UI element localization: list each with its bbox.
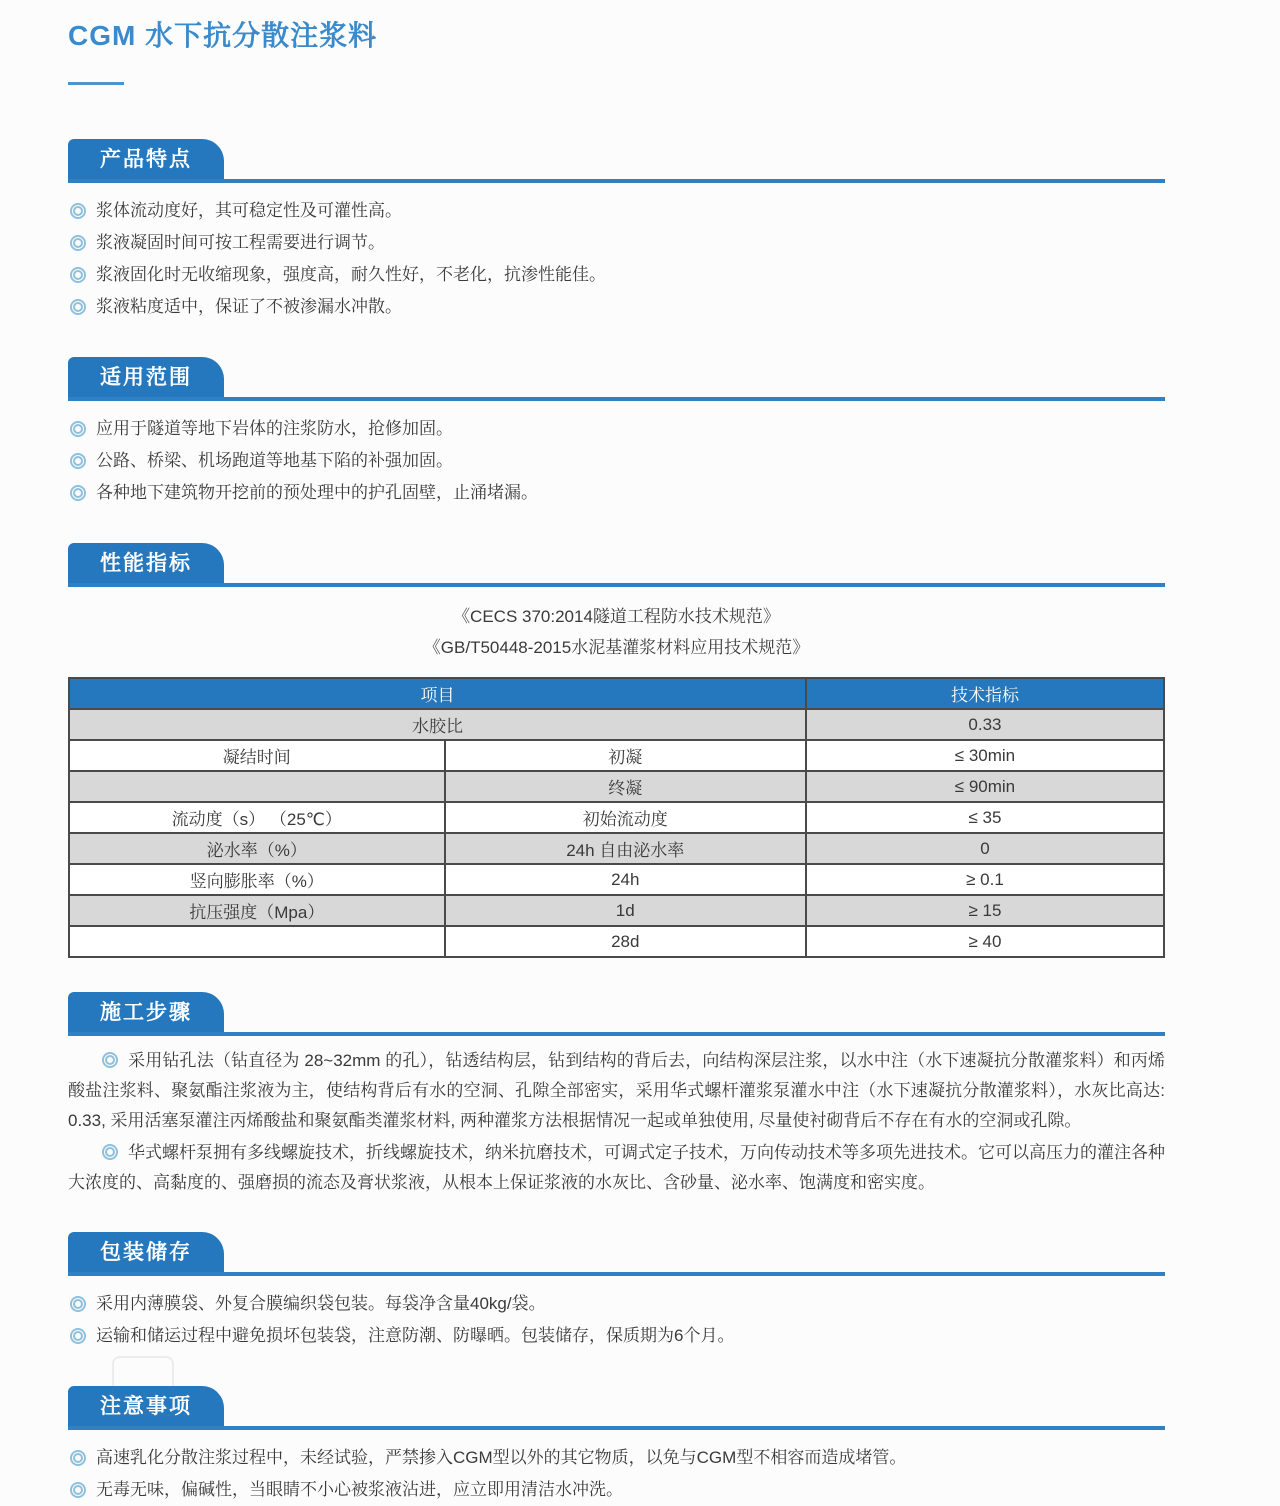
bullseye-bullet-icon xyxy=(70,421,86,437)
table-cell xyxy=(69,926,445,957)
list-item-text: 应用于隧道等地下岩体的注浆防水，抢修加固。 xyxy=(96,419,453,438)
table-cell: ≤ 90min xyxy=(806,771,1164,802)
table-cell: 水胶比 xyxy=(69,709,806,740)
section-header-packaging xyxy=(68,1232,1165,1276)
list-item-text: 运输和储运过程中避免损坏包装袋，注意防潮、防曝晒。包装储存，保质期为6个月。 xyxy=(96,1326,735,1345)
table-cell: ≤ 30min xyxy=(806,740,1164,771)
table-row xyxy=(69,740,1164,771)
title-underline xyxy=(68,82,124,85)
construction-paragraph xyxy=(68,1138,1165,1198)
list-item xyxy=(68,195,1165,227)
table-header-row xyxy=(69,678,1164,709)
section-tab-packaging: 包装储存 xyxy=(68,1232,224,1272)
standards-references xyxy=(68,601,1165,663)
section-tab-performance: 性能指标 xyxy=(68,543,224,583)
list-item xyxy=(68,1288,1165,1320)
bullseye-bullet-icon xyxy=(70,235,86,251)
table-cell: 初凝 xyxy=(445,740,806,771)
table-cell: 流动度（s） （25℃） xyxy=(69,802,445,833)
list-item-text: 浆体流动度好，其可稳定性及可灌性高。 xyxy=(96,201,402,220)
construction-steps xyxy=(68,1046,1165,1198)
table-cell: 初始流动度 xyxy=(445,802,806,833)
table-cell: ≥ 0.1 xyxy=(806,864,1164,895)
table-cell: 1d xyxy=(445,895,806,926)
list-item-text: 浆液粘度适中，保证了不被渗漏水冲散。 xyxy=(96,297,402,316)
table-header-item: 项目 xyxy=(69,678,806,709)
list-item xyxy=(68,413,1165,445)
table-cell: 凝结时间 xyxy=(69,740,445,771)
bullseye-bullet-icon xyxy=(102,1052,118,1068)
list-item xyxy=(68,259,1165,291)
section-header-features xyxy=(68,139,1165,183)
list-item xyxy=(68,477,1165,509)
list-item-text: 高速乳化分散注浆过程中，未经试验，严禁掺入CGM型以外的其它物质，以免与CGM型不相容而造成堵管。 xyxy=(96,1448,907,1467)
bullseye-bullet-icon xyxy=(70,485,86,501)
table-cell: ≥ 15 xyxy=(806,895,1164,926)
list-item-text: 采用内薄膜袋、外复合膜编织袋包装。每袋净含量40kg/袋。 xyxy=(96,1294,546,1313)
scope-list xyxy=(68,413,1165,509)
bullseye-bullet-icon xyxy=(70,1450,86,1466)
list-item xyxy=(68,1474,1165,1506)
table-cell xyxy=(69,771,445,802)
list-item xyxy=(68,1320,1165,1352)
paragraph-text: 华式螺杆泵拥有多线螺旋技术，折线螺旋技术，纳米抗磨技术，可调式定子技术，万向传动技术等多项先进技术。它可以高压力的灌注各种大浓度的、高黏度的、强磨损的流态及膏状浆液，从根本上保证浆液的水灰比、含砂量、泌水率、饱满度和密实度。 xyxy=(68,1143,1165,1192)
bullseye-bullet-icon xyxy=(70,453,86,469)
table-row xyxy=(69,895,1164,926)
bullseye-bullet-icon xyxy=(70,1482,86,1498)
standard-reference: 《GB/T50448-2015水泥基灌浆材料应用技术规范》 xyxy=(423,638,810,657)
section-header-notes xyxy=(68,1386,1165,1430)
table-cell: ≥ 40 xyxy=(806,926,1164,957)
table-row xyxy=(69,771,1164,802)
list-item xyxy=(68,227,1165,259)
bullseye-bullet-icon xyxy=(70,299,86,315)
table-cell: 0.33 xyxy=(806,709,1164,740)
table-cell: 24h 自由泌水率 xyxy=(445,833,806,864)
list-item-text: 各种地下建筑物开挖前的预处理中的护孔固壁，止涌堵漏。 xyxy=(96,483,538,502)
bullseye-bullet-icon xyxy=(70,1328,86,1344)
watermark-shape xyxy=(112,1356,174,1416)
table-header-spec: 技术指标 xyxy=(806,678,1164,709)
table-cell: 24h xyxy=(445,864,806,895)
list-item xyxy=(68,445,1165,477)
table-cell: 泌水率（%） xyxy=(69,833,445,864)
section-tab-scope: 适用范围 xyxy=(68,357,224,397)
page-content xyxy=(68,0,1165,1506)
table-cell: 抗压强度（Mpa） xyxy=(69,895,445,926)
page-title: CGM 水下抗分散注浆料 xyxy=(68,20,378,51)
section-header-construction xyxy=(68,992,1165,1036)
table-cell: 28d xyxy=(445,926,806,957)
table-cell: 终凝 xyxy=(445,771,806,802)
table-cell: 0 xyxy=(806,833,1164,864)
table-row xyxy=(69,926,1164,957)
bullseye-bullet-icon xyxy=(70,267,86,283)
features-list xyxy=(68,195,1165,323)
table-cell: ≤ 35 xyxy=(806,802,1164,833)
table-row xyxy=(69,709,1164,740)
table-row xyxy=(69,864,1164,895)
section-tab-construction: 施工步骤 xyxy=(68,992,224,1032)
table-cell: 竖向膨胀率（%） xyxy=(69,864,445,895)
section-tab-notes: 注意事项 xyxy=(68,1386,224,1426)
list-item-text: 公路、桥梁、机场跑道等地基下陷的补强加固。 xyxy=(96,451,453,470)
list-item-text: 浆液凝固时间可按工程需要进行调节。 xyxy=(96,233,385,252)
list-item xyxy=(68,1442,1165,1474)
bullseye-bullet-icon xyxy=(70,1296,86,1312)
list-item xyxy=(68,291,1165,323)
bullseye-bullet-icon xyxy=(102,1144,118,1160)
section-header-performance xyxy=(68,543,1165,587)
paragraph-text: 采用钻孔法（钻直径为 28~32mm 的孔），钻透结构层，钻到结构的背后去，向结构深层注浆，以水中注（水下速凝抗分散灌浆料）和丙烯酸盐注浆料、聚氨酯注浆液为主，使结构背后有水的空洞、孔隙全部密实，采用华式螺杆灌浆泵灌水中注（水下速凝抗分散灌浆料），水灰比高达: 0.33, 采用活塞泵灌注丙烯酸盐和聚氨酯类灌浆材料, 两种灌浆方法根据情况一起或单独使用, 尽量使衬砌背后不存在有水的空洞或孔隙。 xyxy=(68,1051,1165,1130)
list-item-text: 无毒无味，偏碱性，当眼睛不小心被浆液沾进，应立即用清洁水冲洗。 xyxy=(96,1480,623,1499)
list-item-text: 浆液固化时无收缩现象，强度高，耐久性好，不老化，抗渗性能佳。 xyxy=(96,265,606,284)
table-row xyxy=(69,802,1164,833)
section-header-scope xyxy=(68,357,1165,401)
table-row xyxy=(69,833,1164,864)
bullseye-bullet-icon xyxy=(70,203,86,219)
packaging-list xyxy=(68,1288,1165,1352)
standard-reference: 《CECS 370:2014隧道工程防水技术规范》 xyxy=(453,607,780,626)
performance-table xyxy=(68,677,1165,958)
section-tab-features: 产品特点 xyxy=(68,139,224,179)
notes-list xyxy=(68,1442,1165,1506)
construction-paragraph xyxy=(68,1046,1165,1136)
